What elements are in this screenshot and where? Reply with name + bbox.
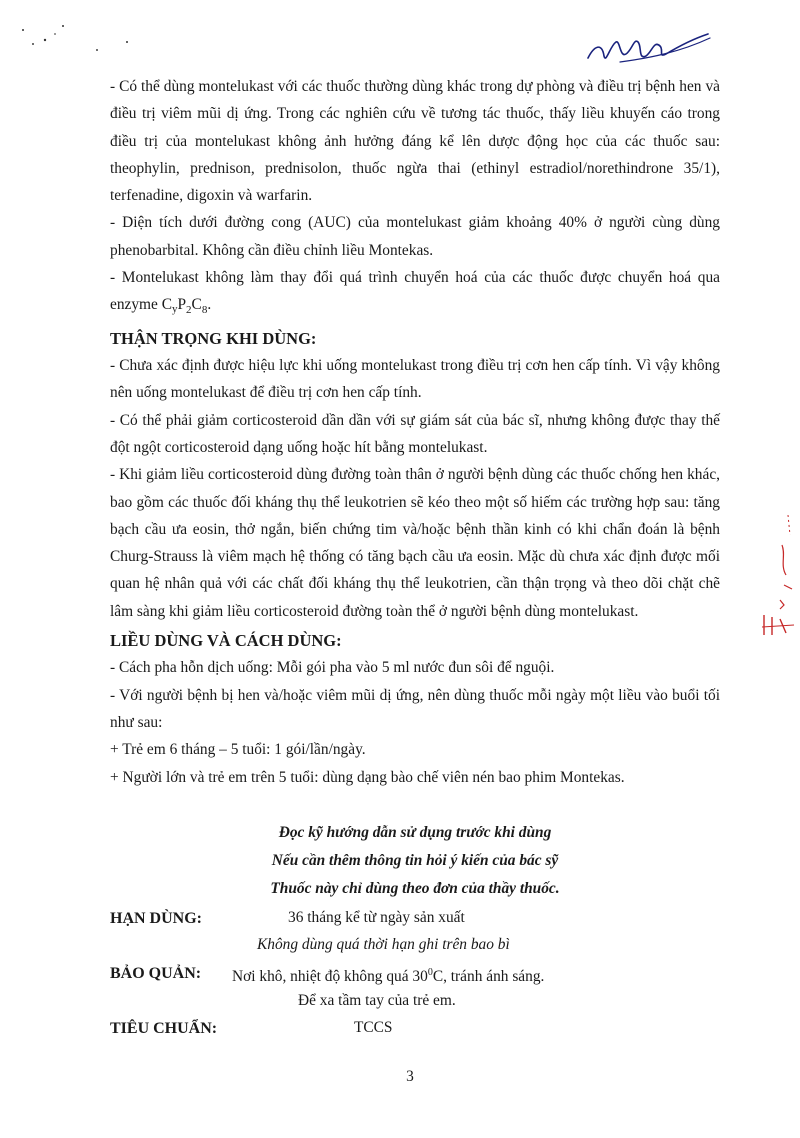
paragraph-dosage-3: + Trẻ em 6 tháng – 5 tuổi: 1 gói/lần/ngày. — [110, 741, 366, 759]
paragraph-interactions: - Có thể dùng montelukast với các thuốc thường dùng khác trong dự phòng và điều trị bệnh hen và điều trị viêm mũi dị ứng. Trong các nghiên cứu về tương tác thuốc, thấy liều khuyến cáo trong điều trị của montelukast không ảnh hưởng đáng kể lên dược động học của các thuốc sau: theophylin, prednison, prednisolon, thuốc ngừa thai (ethinyl estradiol/norethindrone 35/1), terfenadine, digoxin và warfarin. — [110, 78, 720, 205]
expiry-value: 36 tháng kể từ ngày sản xuất — [288, 909, 465, 926]
red-stamp-edge — [760, 505, 800, 645]
expiry-label: HẠN DÙNG: — [110, 910, 202, 927]
storage-note: Để xa tầm tay của trẻ em. — [298, 992, 456, 1009]
paragraph-enzyme — [110, 264, 720, 325]
enzyme-name: $CyP_2C_8$. — [161, 296, 212, 317]
warning-consult-doctor: Nếu cần thêm thông tin hỏi ý kiến của bác sỹ — [271, 852, 559, 869]
storage-label: BẢO QUẢN: — [110, 965, 202, 982]
storage-value: Nơi khô, nhiệt độ không quá $30^0C$, tránh ánh sáng. — [232, 967, 545, 986]
paragraph-dosage-4: + Người lớn và trẻ em trên 5 tuổi: dùng dạng bào chế viên nén bao phim Montekas. — [110, 768, 625, 786]
paragraph-dosage-2: - Với người bệnh bị hen và/hoặc viêm mũi dị ứng, nên dùng thuốc mỗi ngày một liều vào buổi tối như sau: — [110, 686, 720, 731]
expiry-note: Không dùng quá thời hạn ghi trên bao bì — [257, 936, 510, 953]
paragraph-enzyme-text: - Montelukast không làm thay đổi quá trình chuyển hoá của các thuốc được chuyển hoá qua enzyme — [110, 269, 720, 314]
paragraph-precaution-2: - Có thể phải giảm corticosteroid dần dần với sự giám sát của bác sĩ, nhưng không được thay thế đột ngột corticosteroid dạng uống hoặc hít bằng montelukast. — [110, 411, 720, 456]
standard-value: TCCS — [354, 1019, 393, 1036]
paragraph-dosage-1: - Cách pha hỗn dịch uống: Mỗi gói pha vào 5 ml nước đun sôi để nguội. — [110, 659, 555, 677]
signature-scribble — [580, 28, 720, 73]
paragraph-precaution-1: - Chưa xác định được hiệu lực khi uống montelukast trong điều trị cơn hen cấp tính. Vì vậy không nên uống montelukast để điều trị cơn hen cấp tính. — [110, 357, 720, 402]
page-number: 3 — [406, 1068, 414, 1085]
warning-read-instructions: Đọc kỹ hướng dẫn sử dụng trước khi dùng — [278, 824, 552, 841]
warning-prescription-only: Thuốc này chỉ dùng theo đơn của thầy thuốc. — [270, 880, 560, 897]
scan-specks — [15, 20, 145, 60]
heading-dosage: LIỀU DÙNG VÀ CÁCH DÙNG: — [110, 631, 342, 651]
standard-label: TIÊU CHUẨN: — [110, 1020, 218, 1037]
heading-precautions: THẬN TRỌNG KHI DÙNG: — [110, 328, 317, 348]
paragraph-precaution-3: - Khi giảm liều corticosteroid dùng đường toàn thân ở người bệnh dùng các thuốc chống hen khác, bao gồm các thuốc đối kháng thụ thể leukotrien sẽ kéo theo một số hiếm các trường hợp sau: tăng bạch cầu ưa eosin, thở ngắn, biến chứng tim và/hoặc bệnh thần kinh có khi chẩn đoán là bệnh Churg-Strauss là viêm mạch hệ thống có tăng bạch cầu ưa eosin. Mặc dù chưa xác định được mối quan hệ nhân quả với các chất đối kháng thụ thể leukotrien, cần thận trọng và theo dõi chặt chẽ lâm sàng khi giảm liều corticosteroid đường toàn thể ở người bệnh dùng montelukast. — [110, 466, 720, 620]
paragraph-auc: - Diện tích dưới đường cong (AUC) của montelukast giảm khoảng 40% ở người cùng dùng phenobarbital. Không cần điều chỉnh liều Montekas. — [110, 214, 720, 259]
document-body — [110, 73, 720, 791]
